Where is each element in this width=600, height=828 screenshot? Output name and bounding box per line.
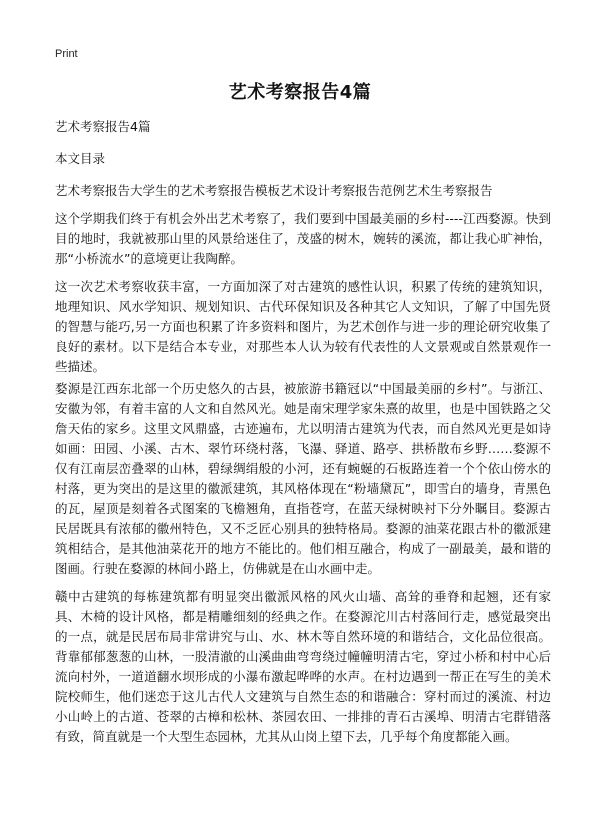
document-title: 艺术考察报告4篇	[228, 82, 372, 103]
document-subtitle: 艺术考察报告4篇	[55, 119, 151, 134]
print-label[interactable]: Print	[55, 48, 78, 60]
toc-heading: 本文目录	[55, 151, 106, 166]
paragraph-intro: 这个学期我们终于有机会外出艺术考察了，我们要到中国最美丽的乡村----江西婺源。快到目的地时，我就被那山里的风景给迷住了，茂盛的树木，婉转的溪流，都让我心旷神怡，那“小桥流水”的意境更让我陶醉。	[55, 211, 551, 266]
paragraph-harvest: 这一次艺术考察收获丰富，一方面加深了对古建筑的感性认识，积累了传统的建筑知识，地理知识、风水学知识、规划知识、古代环保知识及各种其它人文知识，了解了中国先贤的智慧与能巧,另一方面也积累了许多资料和图片，为艺术创作与进一步的理论研究收集了良好的素材。以下是结合本专业，对那些本人认为较有代表性的人文景观或自然景观作一些描述。	[55, 279, 551, 374]
toc-line: 艺术考察报告大学生的艺术考察报告模板艺术设计考察报告范例艺术生考察报告	[55, 183, 493, 198]
paragraph-wuyuan: 婺源是江西东北部一个历史悠久的古县，被旅游书籍冠以“中国最美丽的乡村”。与浙江、安徽为邻，有着丰富的人文和自然风光。她是南宋理学家朱熹的故里，也是中国铁路之父詹天佑的家乡。这里文风鼎盛，古迹遍布，尤以明清古建筑为代表，而自然风光更是如诗如画：田园、小溪、古木、翠竹环绕村落，飞瀑、驿道、路亭、拱桥散布乡野……婺源不仅有江南层峦叠翠的山林，碧绿绸绢般的小河，还有蜿蜒的石板路连着一个个依山傍水的村落，更为突出的是这里的徽派建筑，其风格体现在“粉墙黛瓦”，即雪白的墙身，青黑色的瓦，屋顶是刻着各式图案的飞檐翘角，直指苍穹，在蓝天绿树映衬下分外瞩目。婺源古民居既具有浓郁的徽州特色，又不乏匠心别具的独特格局。婺源的油菜花跟古朴的徽派建筑相结合，是其他油菜花开的地方不能比的。他们相互融合，构成了一副最美，最和谐的图画。行驶在婺源的林间小路上，仿佛就是在山水画中走。	[55, 381, 551, 576]
paragraph-architecture: 赣中古建筑的每栋建筑都有明显突出徽派风格的风火山墙、高耸的垂脊和起翘，还有家具、木椅的设计风格，都是精雕细刻的经典之作。在婺源沱川古村落间行走，感觉最突出的一点，就是民居布局非常讲究与山、水、林木等自然环境的和谐结合，文化品位很高。背靠郁郁葱葱的山林，一股清澈的山溪曲曲弯弯绕过幢幢明清古宅，穿过小桥和村中心后流向村外，一道道翻水坝形成的小瀑布激起哗哗的水声。在村边遇到一帮正在写生的美术院校师生，他们迷恋于这儿古代人文建筑与自然生态的和谐融合：穿村而过的溪流、村边小山岭上的古道、苍翠的古樟和松林、茶园农田、一排排的青石古溪埠、明清古宅群错落有致，简直就是一个大型生态园林，尤其从山岗上望下去，几乎每个角度都能入画。	[55, 589, 551, 744]
